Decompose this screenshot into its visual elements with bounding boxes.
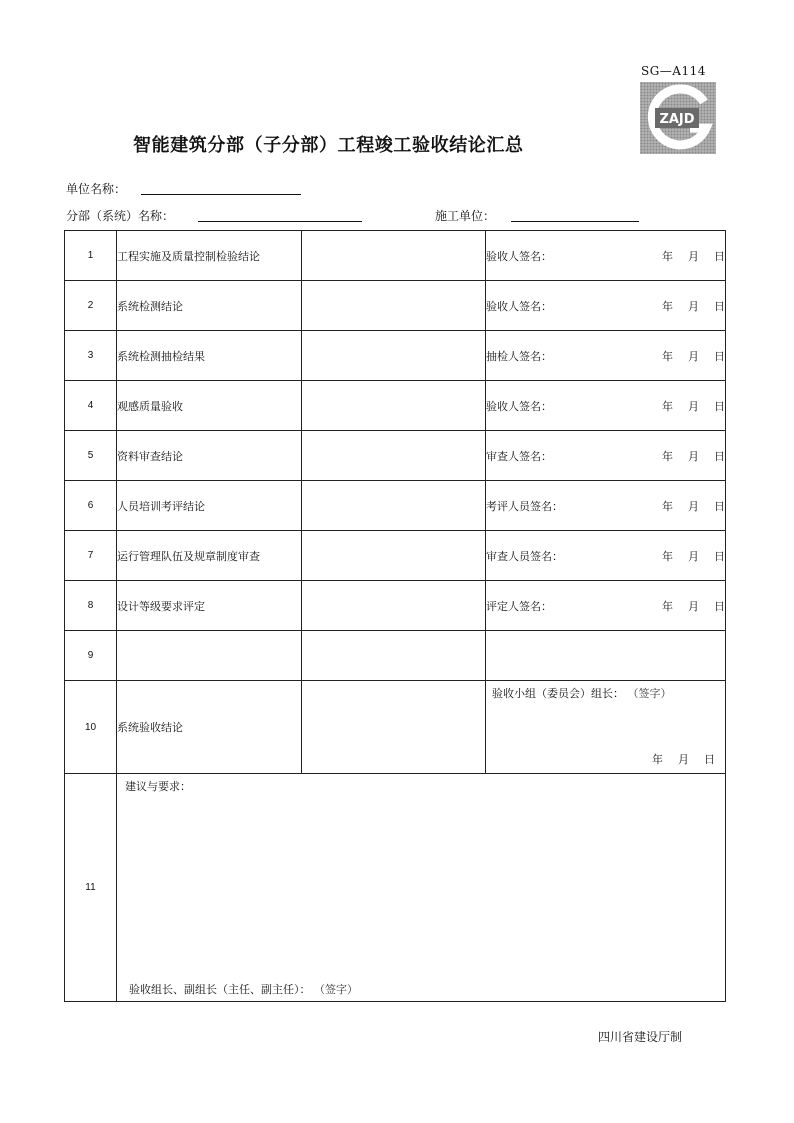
- row-result-cell[interactable]: [302, 581, 486, 631]
- date-month: 月: [688, 249, 699, 263]
- row-date: [662, 248, 725, 264]
- row-result-cell[interactable]: [302, 431, 486, 481]
- row-date: [662, 448, 725, 464]
- row-date: [662, 598, 725, 614]
- row-item: 工程实施及质量控制检验结论: [117, 231, 302, 281]
- construction-unit-field[interactable]: [511, 205, 639, 222]
- table-row: [65, 231, 726, 281]
- row-result-cell[interactable]: [302, 331, 486, 381]
- row-date: [652, 751, 715, 767]
- row-item: 系统检测抽检结果: [117, 331, 302, 381]
- row-signature-cell[interactable]: [486, 631, 726, 681]
- date-day: 日: [714, 299, 725, 313]
- leader-signer-label: 验收组长、副组长（主任、副主任）：: [129, 983, 311, 996]
- row-signature-cell[interactable]: [486, 231, 726, 281]
- row-result-cell[interactable]: [302, 231, 486, 281]
- row-item: 观感质量验收: [117, 381, 302, 431]
- date-month: 月: [688, 599, 699, 613]
- row-item: [117, 631, 302, 681]
- suggestions-heading: 建议与要求：: [125, 780, 191, 793]
- sign-note: （签字）: [627, 687, 672, 700]
- row-item: 运行管理队伍及规章制度审查: [117, 531, 302, 581]
- row-date: [662, 548, 725, 564]
- date-year: 年: [662, 599, 673, 613]
- table-row: [65, 331, 726, 381]
- row-signer-label: 验收人签名：: [486, 399, 552, 413]
- row-date: [662, 298, 725, 314]
- row-number: 8: [65, 581, 117, 631]
- row-signature-cell[interactable]: [486, 431, 726, 481]
- date-year: 年: [662, 399, 673, 413]
- row-date: [662, 348, 725, 364]
- date-month: 月: [688, 549, 699, 563]
- date-month: 月: [688, 299, 699, 313]
- table-row: [65, 581, 726, 631]
- row-number: 3: [65, 331, 117, 381]
- row-number: 11: [65, 774, 117, 1002]
- date-year: 年: [662, 299, 673, 313]
- zajd-logo: [640, 82, 716, 154]
- table-row: [65, 531, 726, 581]
- row-number: 5: [65, 431, 117, 481]
- unit-name-field[interactable]: [141, 178, 301, 195]
- row-signature-cell[interactable]: [486, 581, 726, 631]
- date-day: 日: [714, 599, 725, 613]
- subsection-name-label: 分部（系统）名称：: [66, 209, 175, 223]
- row-result-cell[interactable]: [302, 631, 486, 681]
- issuer-footer: 四川省建设厅制: [598, 1030, 683, 1044]
- row-signature-cell[interactable]: [486, 481, 726, 531]
- construction-unit-label: 施工单位：: [435, 209, 496, 223]
- row-number: 7: [65, 531, 117, 581]
- row-result-cell[interactable]: [302, 281, 486, 331]
- date-day: 日: [714, 349, 725, 363]
- date-year: 年: [662, 549, 673, 563]
- row-number: 6: [65, 481, 117, 531]
- row-item: 人员培训考评结论: [117, 481, 302, 531]
- row-date: [662, 398, 725, 414]
- subsection-name-field[interactable]: [198, 205, 362, 222]
- date-year: 年: [662, 449, 673, 463]
- row-number: 10: [65, 681, 117, 774]
- row-signer-label: 抽检人签名：: [486, 349, 552, 363]
- date-day: 日: [714, 449, 725, 463]
- row-signer-label: 验收人签名：: [486, 249, 552, 263]
- date-day: 日: [714, 549, 725, 563]
- table-row: [65, 774, 726, 1002]
- unit-name-label: 单位名称：: [66, 182, 127, 196]
- row-item: 系统验收结论: [117, 681, 302, 774]
- row-signature-cell[interactable]: [486, 381, 726, 431]
- date-month: 月: [688, 499, 699, 513]
- date-day: 日: [714, 499, 725, 513]
- date-day: 日: [714, 249, 725, 263]
- row-item: 设计等级要求评定: [117, 581, 302, 631]
- row-number: 9: [65, 631, 117, 681]
- acceptance-summary-table: [64, 230, 726, 1002]
- row-signature-cell[interactable]: [486, 331, 726, 381]
- form-code: SG—A114: [641, 64, 706, 78]
- table-row: [65, 631, 726, 681]
- table-row: [65, 481, 726, 531]
- row-signer-label: 验收小组（委员会）组长：: [492, 687, 624, 700]
- date-year: 年: [652, 753, 663, 766]
- row-number: 4: [65, 381, 117, 431]
- row-number: 1: [65, 231, 117, 281]
- row-signature-cell[interactable]: [486, 281, 726, 331]
- table-row: [65, 281, 726, 331]
- date-year: 年: [662, 349, 673, 363]
- date-month: 月: [688, 449, 699, 463]
- date-month: 月: [688, 349, 699, 363]
- row-signer-label: 审查人签名：: [486, 449, 552, 463]
- sign-note: （签字）: [314, 983, 358, 996]
- table-row: [65, 381, 726, 431]
- zajd-logo-icon: [640, 82, 716, 154]
- row-signature-cell[interactable]: [486, 531, 726, 581]
- row-result-cell[interactable]: [302, 381, 486, 431]
- date-month: 月: [688, 399, 699, 413]
- date-month: 月: [678, 753, 689, 766]
- table-row: [65, 681, 726, 774]
- row-number: 2: [65, 281, 117, 331]
- suggestions-cell[interactable]: [117, 774, 726, 1002]
- row-result-cell[interactable]: [302, 481, 486, 531]
- logo-text: ZAJD: [659, 112, 695, 127]
- row-signer-label: 评定人签名：: [486, 599, 552, 613]
- date-day: 日: [704, 753, 715, 766]
- date-day: 日: [714, 399, 725, 413]
- page-title: 智能建筑分部（子分部）工程竣工验收结论汇总: [133, 135, 524, 156]
- date-year: 年: [662, 249, 673, 263]
- row-signer-label: 审查人员签名：: [486, 549, 563, 563]
- row-date: [662, 498, 725, 514]
- row-signer-label: 考评人员签名：: [486, 499, 563, 513]
- row-item: 系统检测结论: [117, 281, 302, 331]
- row-item: 资料审查结论: [117, 431, 302, 481]
- table-row: [65, 431, 726, 481]
- row-signer-label: 验收人签名：: [486, 299, 552, 313]
- date-year: 年: [662, 499, 673, 513]
- row-result-cell[interactable]: [302, 681, 486, 774]
- row-signature-cell[interactable]: [486, 681, 726, 774]
- row-result-cell[interactable]: [302, 531, 486, 581]
